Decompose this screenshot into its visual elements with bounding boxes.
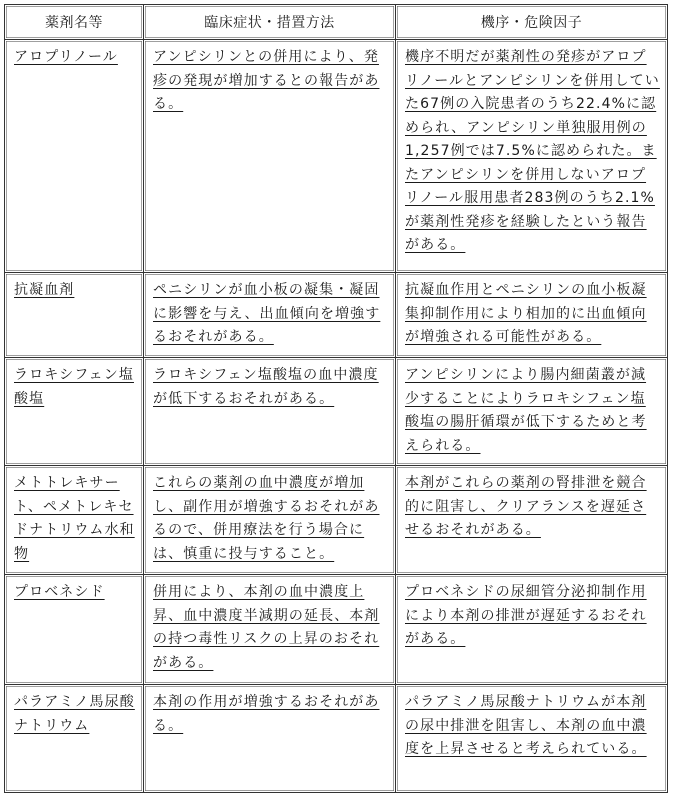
drug-cell [5,466,144,575]
table-row [5,466,668,575]
drug-name: プロベネシド [14,584,105,600]
symptom-cell [144,358,396,466]
symptom-cell [144,466,396,575]
table-row [5,273,668,358]
symptom-text: 本剤の作用が増強するおそれがある。 [153,694,380,734]
drug-cell [5,358,144,466]
symptom-cell [144,273,396,358]
mechanism-cell [396,40,668,273]
drug-cell [5,273,144,358]
mechanism-text: 本剤がこれらの薬剤の腎排泄を競合的に阻害し、クリアランスを遅延させるおそれがある。 [405,475,647,538]
mechanism-text: 機序不明だが薬剤性の発疹がアロプリノールとアンピシリンを併用していた67例の入院患者のうち22.4%に認められ、アンピシリン単独服用例の1,257例では7.5%に認められた。またアンピシリンを併用しないアロプリノール服用患者283例のうち2.1%が薬剤性発疹を経験したという報告がある。 [405,49,660,253]
mechanism-text: 抗凝血作用とペニシリンの血小板凝集抑制作用により相加的に出血傾向が増強される可能性がある。 [405,282,647,345]
interaction-table [4,4,668,793]
header-symptom: 臨床症状・措置方法 [144,5,396,40]
mechanism-cell [396,358,668,466]
drug-name: パラアミノ馬尿酸ナトリウム [14,694,135,734]
header-drug: 薬剤名等 [5,5,144,40]
symptom-text: ペニシリンが血小板の凝集・凝固に影響を与え、出血傾向を増強するおそれがある。 [153,282,381,345]
drug-name: メトトレキサート、ペメトレキセドナトリウム水和物 [14,475,135,562]
mechanism-cell [396,575,668,685]
table-row [5,358,668,466]
mechanism-text: プロベネシドの尿細管分泌抑制作用により本剤の排泄が遅延するおそれがある。 [405,584,647,647]
drug-name: アロプリノール [14,49,118,65]
table-row [5,575,668,685]
drug-cell [5,40,144,273]
drug-cell [5,685,144,793]
mechanism-cell [396,466,668,575]
drug-name: ラロキシフェン塩酸塩 [14,367,134,407]
symptom-cell [144,685,396,793]
symptom-text: 併用により、本剤の血中濃度上昇、血中濃度半減期の延長、本剤の持つ毒性リスクの上昇のおそれがある。 [153,584,380,671]
header-mechanism: 機序・危険因子 [396,5,668,40]
symptom-text: これらの薬剤の血中濃度が増加し、副作用が増強するおそれがあるので、併用療法を行う場合には、慎重に投与すること。 [153,475,380,562]
table-row [5,40,668,273]
mechanism-text: パラアミノ馬尿酸ナトリウムが本剤の尿中排泄を阻害し、本剤の血中濃度を上昇させると考えられている。 [405,694,647,757]
drug-name: 抗凝血剤 [14,282,75,298]
symptom-text: アンピシリンとの併用により、発疹の発現が増加するとの報告がある。 [153,49,380,112]
table-row [5,685,668,793]
symptom-text: ラロキシフェン塩酸塩の血中濃度が低下するおそれがある。 [153,367,379,407]
drug-cell [5,575,144,685]
header-row [5,5,668,40]
mechanism-text: アンピシリンにより腸内細菌叢が減少することによりラロキシフェン塩酸塩の腸肝循環が低下するためと考えられる。 [405,367,647,454]
symptom-cell [144,40,396,273]
mechanism-cell [396,273,668,358]
mechanism-cell [396,685,668,793]
symptom-cell [144,575,396,685]
